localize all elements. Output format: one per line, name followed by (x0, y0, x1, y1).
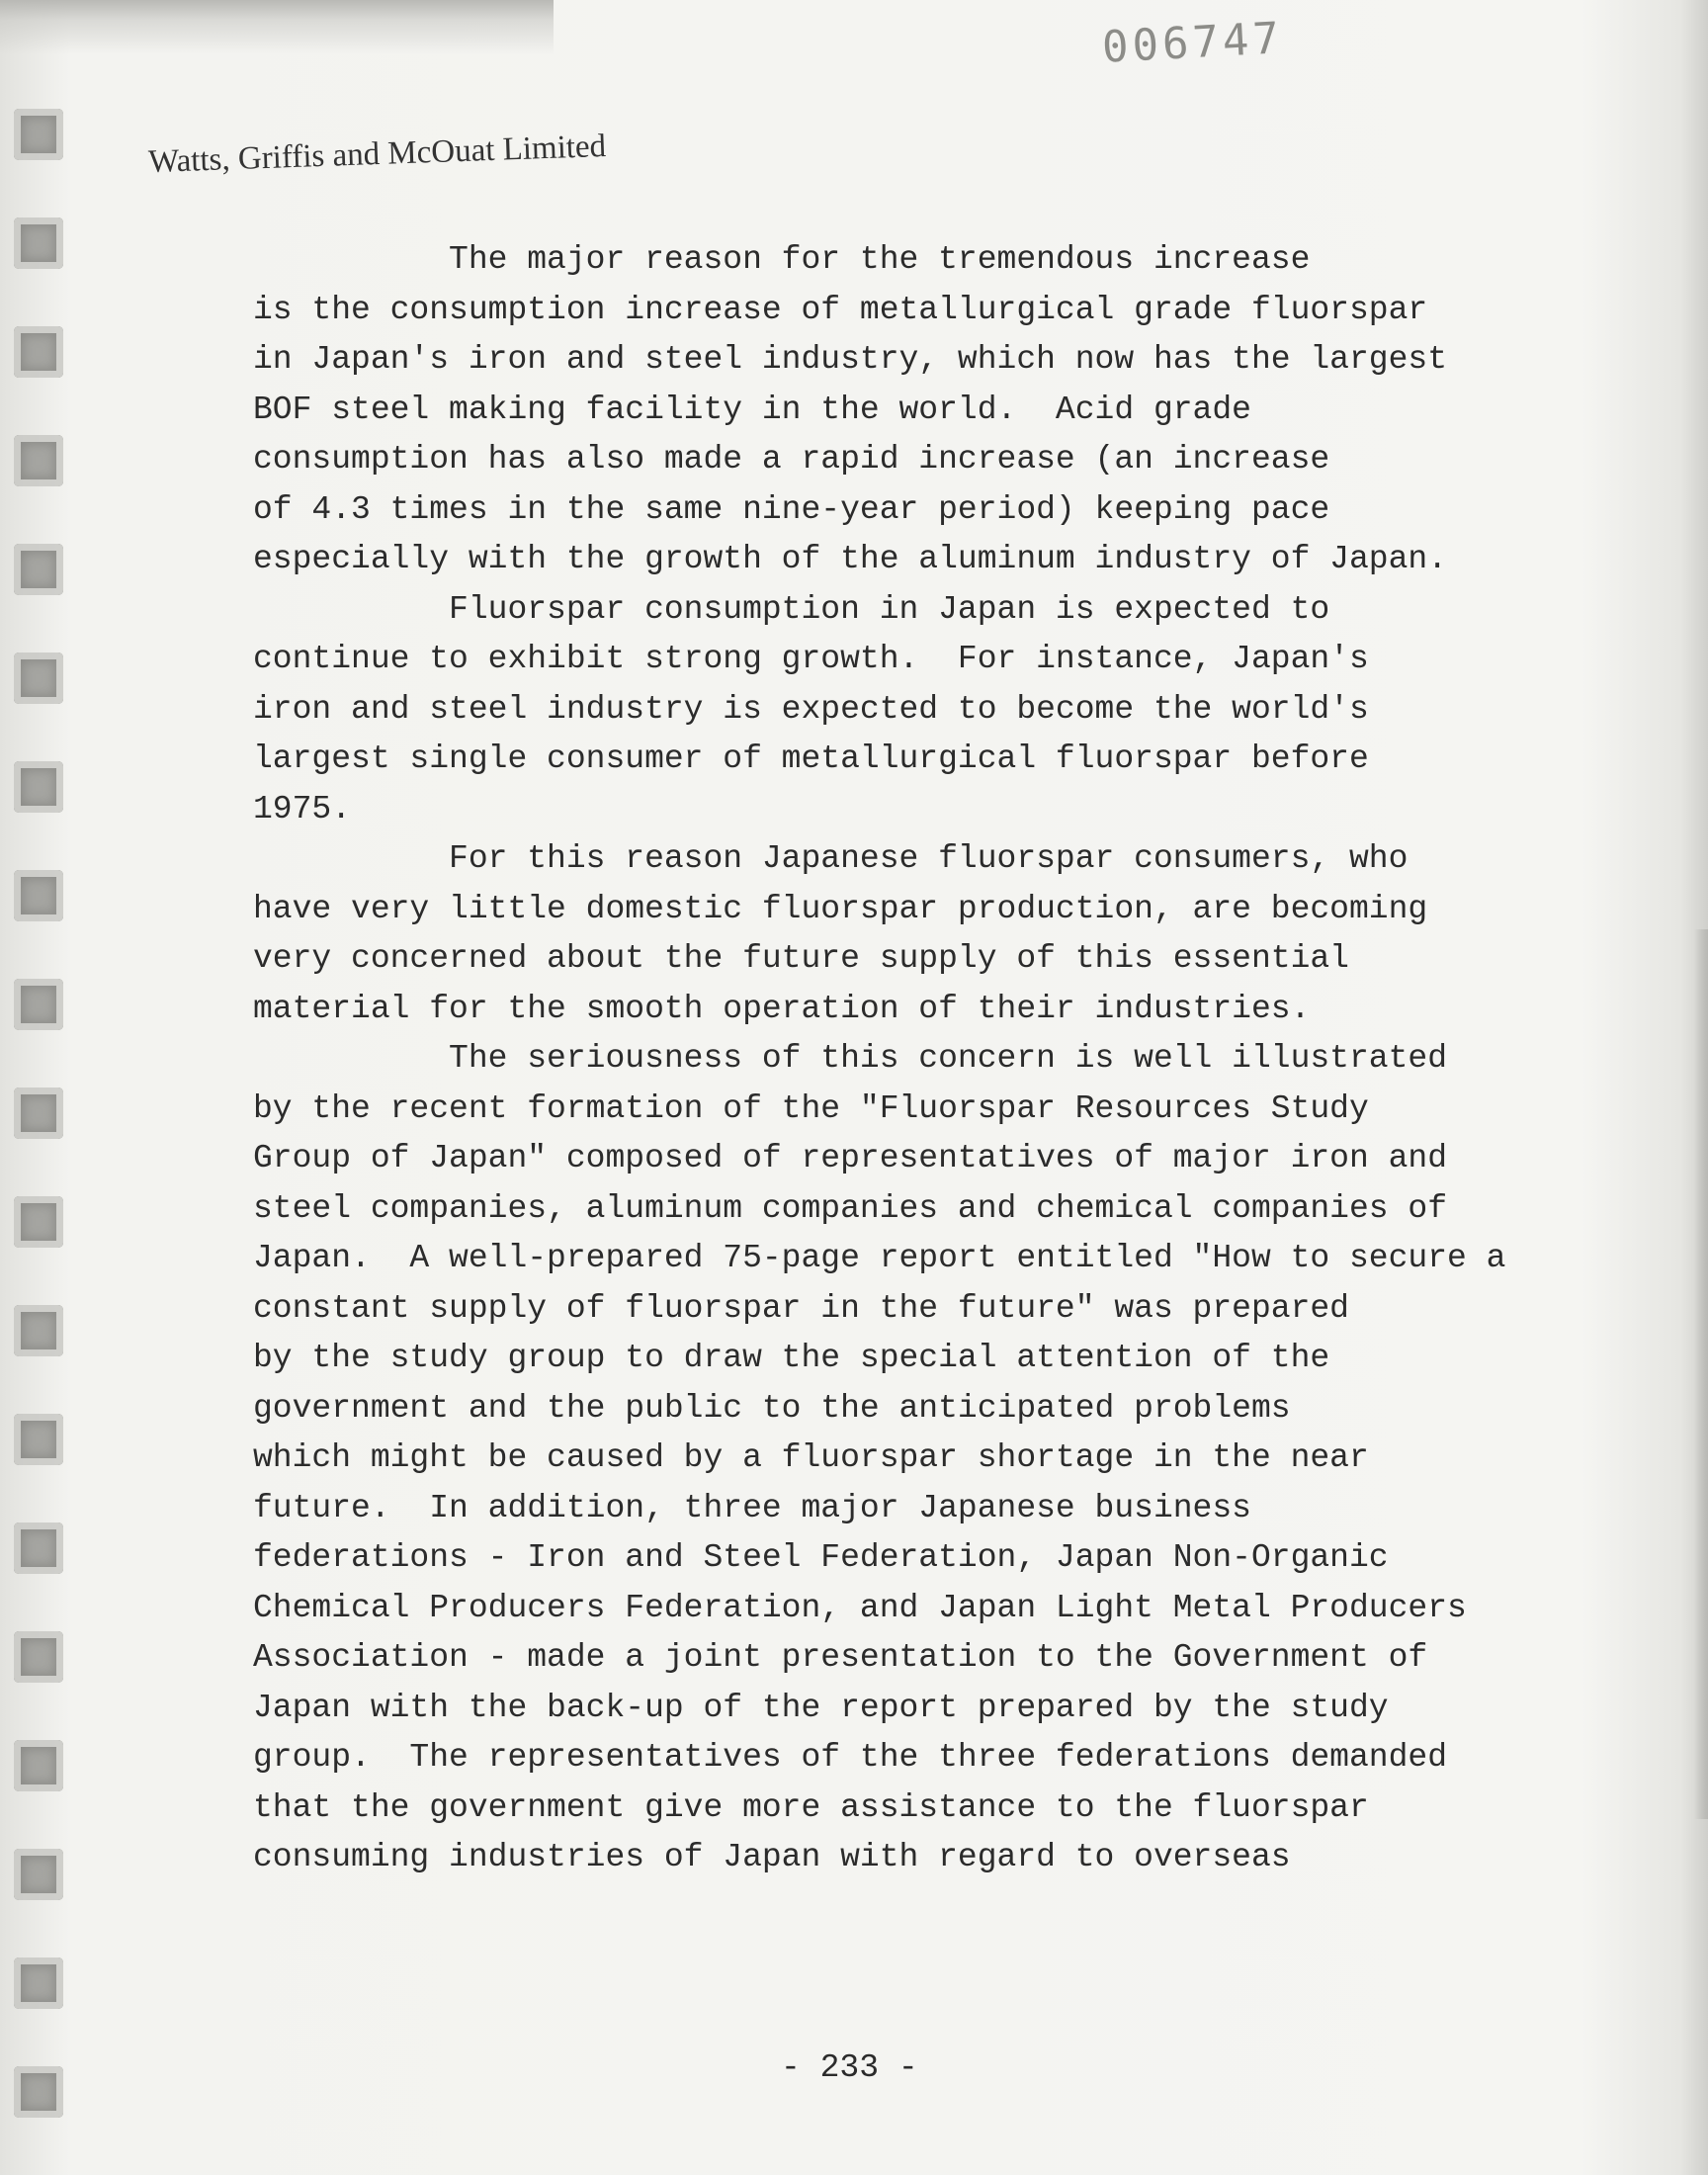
text-line: continue to exhibit strong growth. For instance, Japan's (253, 641, 1369, 677)
text-line: by the study group to draw the special attention of the (253, 1340, 1330, 1376)
text-line: The major reason for the tremendous increase (253, 241, 1311, 278)
text-line: Chemical Producers Federation, and Japan Light Metal Producers (253, 1589, 1467, 1626)
binding-hole (14, 1958, 63, 2009)
body-text (253, 235, 1538, 1883)
binding-hole (14, 979, 63, 1030)
binding-hole (14, 1196, 63, 1248)
text-line: Association - made a joint presentation to the Government of (253, 1639, 1428, 1676)
text-line: constant supply of fluorspar in the future" was prepared (253, 1289, 1349, 1327)
binding-hole (14, 109, 63, 160)
text-line: in Japan's iron and steel industry, which now has the largest (253, 341, 1447, 378)
binding-hole (14, 1305, 63, 1356)
binding-hole (14, 218, 63, 269)
text-line: iron and steel industry is expected to become the world's (253, 690, 1369, 728)
binding-hole (14, 544, 63, 595)
text-line: government and the public to the anticipated problems (253, 1389, 1291, 1427)
text-line: The seriousness of this concern is well illustrated (253, 1040, 1447, 1077)
page-number: - 233 - (781, 2049, 918, 2086)
binding-hole (14, 652, 63, 704)
scan-shadow (0, 0, 554, 54)
text-line: have very little domestic fluorspar production, are becoming (253, 890, 1428, 927)
text-line: consuming industries of Japan with regard to overseas (253, 1839, 1291, 1875)
binding-hole (14, 761, 63, 813)
text-line: which might be caused by a fluorspar shortage in the near (253, 1439, 1369, 1476)
binding-hole (14, 326, 63, 378)
binding-hole (14, 1631, 63, 1683)
text-line: is the consumption increase of metallurgical grade fluorspar (253, 291, 1428, 328)
text-line: Fluorspar consumption in Japan is expected to (253, 590, 1330, 628)
binding-hole (14, 1088, 63, 1139)
text-line: of 4.3 times in the same nine-year period) keeping pace (253, 490, 1330, 528)
text-line: especially with the growth of the aluminum industry of Japan. (253, 541, 1447, 577)
text-line: very concerned about the future supply of this essential (253, 940, 1349, 977)
text-line: by the recent formation of the "Fluorspar Resources Study (253, 1089, 1369, 1127)
text-line: Japan with the back-up of the report prepared by the study (253, 1689, 1389, 1726)
text-line: steel companies, aluminum companies and chemical companies of (253, 1189, 1447, 1227)
text-line: consumption has also made a rapid increase (an increase (253, 441, 1330, 478)
binding-hole (14, 1414, 63, 1465)
text-line: 1975. (253, 790, 352, 827)
text-line: Group of Japan" composed of representatives of major iron and (253, 1140, 1447, 1176)
letterhead: Watts, Griffis and McOuat Limited (147, 128, 607, 181)
text-line: future. In addition, three major Japanese business (253, 1489, 1251, 1526)
document-stamp-number: 006747 (1100, 13, 1285, 73)
text-line: BOF steel making facility in the world. Acid grade (253, 391, 1251, 428)
text-line: that the government give more assistance to the fluorspar (253, 1788, 1369, 1826)
text-line: federations - Iron and Steel Federation, Japan Non-Organic (253, 1539, 1389, 1576)
text-line: Japan. A well-prepared 75-page report entitled "How to secure a (253, 1240, 1506, 1276)
text-line: For this reason Japanese fluorspar consumers, who (253, 840, 1409, 877)
text-line: group. The representatives of the three federations demanded (253, 1739, 1447, 1776)
text-line: largest single consumer of metallurgical fluorspar before (253, 740, 1369, 777)
binding-hole (14, 1522, 63, 1574)
binding-hole (14, 1849, 63, 1900)
scan-edge-shadow (1694, 929, 1708, 1819)
binding-hole (14, 2066, 63, 2118)
binding-hole (14, 1740, 63, 1791)
binding-hole (14, 435, 63, 486)
binding-hole (14, 870, 63, 921)
text-line: material for the smooth operation of their industries. (253, 990, 1311, 1027)
